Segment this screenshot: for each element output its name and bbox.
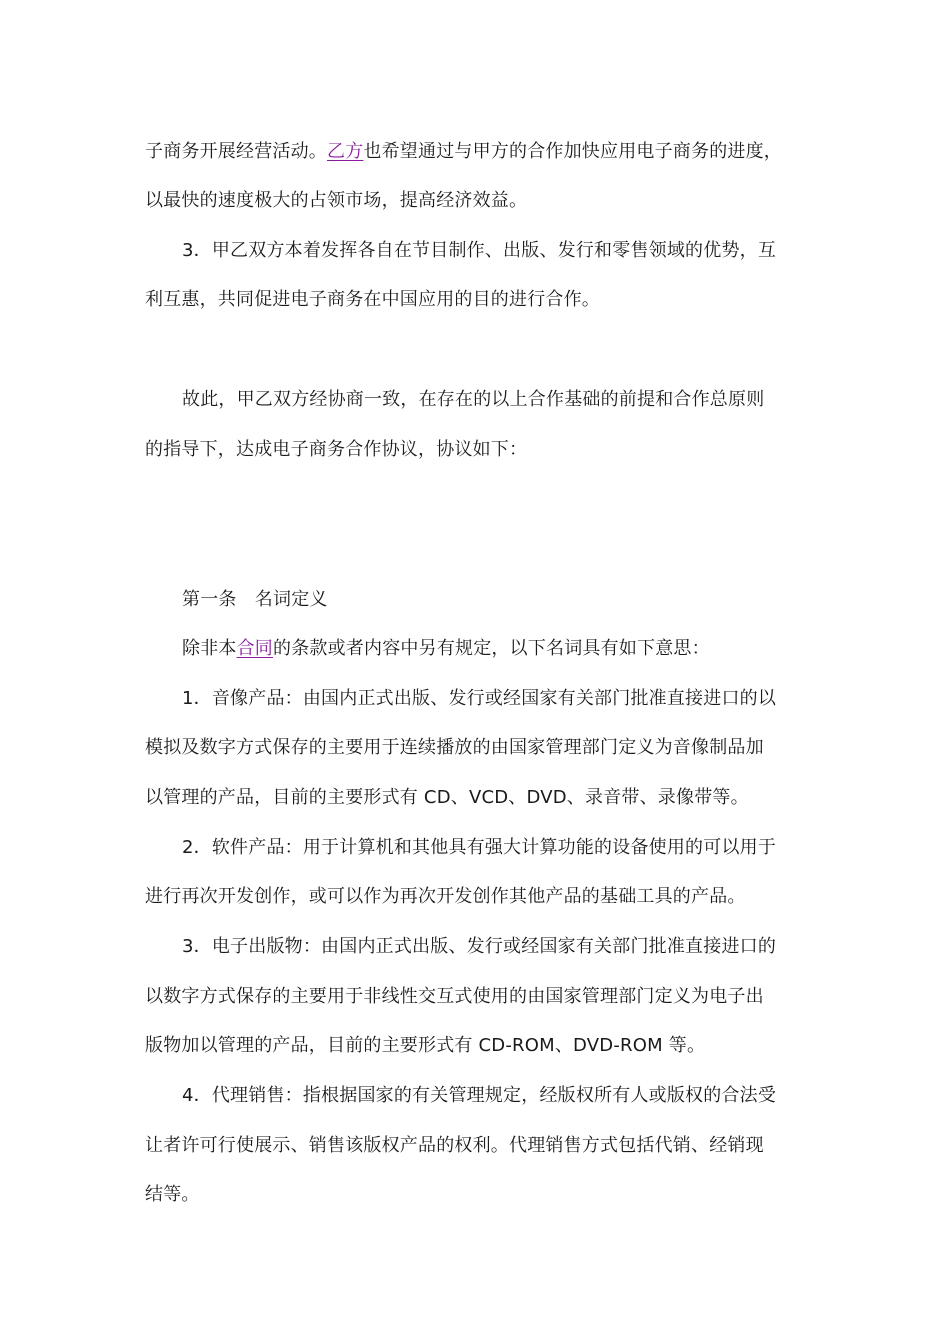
paragraph-line: 以数字方式保存的主要用于非线性交互式使用的由国家管理部门定义为电子出	[145, 986, 764, 1007]
article-heading: 第一条 名词定义	[182, 589, 328, 610]
paragraph-line	[145, 140, 782, 164]
paragraph-line: 3．电子出版物：由国内正式出版、发行或经国家有关部门批准直接进口的	[182, 936, 777, 957]
paragraph-line: 版物加以管理的产品，目前的主要形式有 CD-ROM、DVD-ROM 等。	[145, 1035, 706, 1056]
paragraph-line: 进行再次开发创作，或可以作为再次开发创作其他产品的基础工具的产品。	[145, 886, 746, 907]
paragraph-line: 故此，甲乙双方经协商一致，在存在的以上合作基础的前提和合作总原则	[182, 389, 765, 410]
paragraph-line: 模拟及数字方式保存的主要用于连续播放的由国家管理部门定义为音像制品加	[145, 737, 764, 758]
text-span: 除非本	[182, 638, 237, 659]
paragraph-line: 结等。	[145, 1184, 200, 1205]
paragraph-line: 利互惠，共同促进电子商务在中国应用的目的进行合作。	[145, 289, 600, 310]
paragraph-line: 4．代理销售：指根据国家的有关管理规定，经版权所有人或版权的合法受	[182, 1085, 777, 1106]
text-span: 的条款或者内容中另有规定，以下名词具有如下意思：	[273, 638, 710, 659]
paragraph-line: 2．软件产品：用于计算机和其他具有强大计算功能的设备使用的可以用于	[182, 837, 777, 858]
paragraph-line: 让者许可行使展示、销售该版权产品的权利。代理销售方式包括代销、经销现	[145, 1135, 764, 1156]
text-span: 也希望通过与甲方的合作加快应用电子商务的进度，	[363, 141, 783, 162]
paragraph-line: 3．甲乙双方本着发挥各自在节目制作、出版、发行和零售领域的优势，互	[182, 240, 777, 261]
paragraph-line: 以管理的产品，目前的主要形式有 CD、VCD、DVD、录音带、录像带等。	[145, 787, 749, 808]
paragraph-line: 以最快的速度极大的占领市场，提高经济效益。	[145, 190, 528, 211]
party-b-link[interactable]: 乙方	[327, 141, 364, 162]
paragraph-line: 1．音像产品：由国内正式出版、发行或经国家有关部门批准直接进口的以	[182, 688, 777, 709]
paragraph-line: 的指导下，达成电子商务合作协议，协议如下：	[145, 439, 528, 460]
contract-link[interactable]: 合同	[236, 638, 274, 659]
paragraph-line	[182, 637, 710, 661]
text-span: 子商务开展经营活动。	[145, 141, 327, 162]
